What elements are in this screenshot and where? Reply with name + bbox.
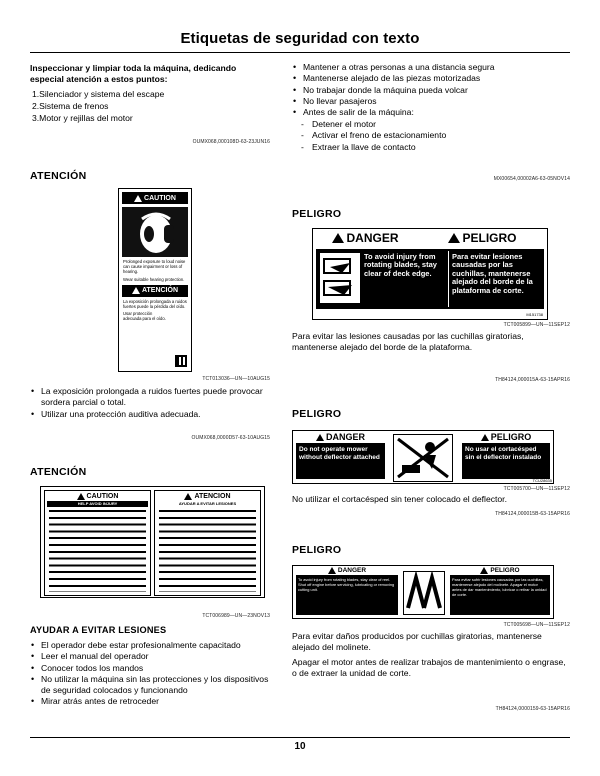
peligro-word: PELIGRO: [418, 229, 547, 247]
body-paragraph: Apagar el motor antes de realizar trabajos de mantenimiento o engrase, o de extraer la unidad de corte.: [292, 657, 566, 678]
danger-panel: [316, 249, 544, 309]
section-heading: ATENCIÓN: [30, 466, 87, 478]
list-item: • La exposición prolongada a ruidos fuertes puede provocar sordera parcial o total.: [30, 386, 270, 409]
page-title: Etiquetas de seguridad con texto: [180, 30, 420, 47]
section-heading: ATENCIÓN: [30, 170, 87, 182]
deck-edge-danger-label: [312, 228, 548, 320]
blade-hazard-icon: [320, 253, 360, 303]
peligro-word: PELIGRO: [459, 431, 553, 443]
caution-label-text-2: Wear suitable hearing protection.: [123, 276, 185, 282]
body-paragraph: Para evitar daños producidos por cuchillas giratorias, mantenerse alejado del molinete.: [292, 631, 542, 652]
list-item: 1.Silenciador y sistema del escape: [32, 89, 165, 99]
title-divider: [30, 52, 570, 53]
hearing-bullets: [30, 386, 270, 420]
warning-triangle-icon: [481, 434, 489, 441]
reference-code: MX00654,00002A6-63-05NOV14: [493, 176, 570, 182]
list-item: • Mirar atrás antes de retroceder: [30, 696, 274, 707]
list-item: • Mantenerse alejado de las piezas motorizadas: [292, 73, 570, 84]
list-item: - Activar el freno de estacionamiento: [292, 130, 570, 141]
list-item: • Mantener a otras personas a una distancia segura: [292, 62, 570, 73]
image-reference: TCT005899—UN—11SEP12: [503, 322, 570, 328]
caution-panel-en: CAUTION HELP AVOID INJURY: [44, 490, 151, 596]
section-heading: PELIGRO: [292, 208, 342, 220]
hearing-caution-label: [118, 188, 192, 372]
injury-bullets: [30, 640, 274, 708]
safety-bullets: [292, 62, 570, 118]
list-item: • Conocer todos los mandos: [30, 663, 274, 674]
caution-subtitle: HELP AVOID INJURY: [47, 501, 148, 507]
deflector-hazard-icon: [393, 434, 453, 482]
warning-triangle-icon: [316, 434, 324, 441]
reference-code: TH84124,0000159-63-15APR16: [495, 706, 570, 712]
body-paragraph: No utilizar el cortacésped sin tener colocado el deflector.: [292, 494, 507, 504]
warning-triangle-icon: [134, 195, 142, 202]
reference-code: OUMX068,000108D-63-23JUN16: [192, 139, 270, 145]
warning-triangle-icon: [448, 233, 460, 243]
qr-code-icon: [175, 355, 187, 367]
atencion-label-text: La exposición prolongada a ruidos fuertes puede la pérdida del oído.: [123, 298, 187, 310]
exit-steps: [292, 119, 570, 153]
danger-word: DANGER: [293, 566, 401, 575]
image-reference: TCT005698—UN—11SEP12: [503, 622, 570, 628]
caution-banner: CAUTION: [122, 192, 188, 204]
warning-triangle-icon: [77, 493, 85, 500]
caution-label-text: Prolonged exposure to loud noise can cause impairment or loss of hearing.: [123, 259, 186, 275]
deflector-danger-label: [292, 430, 554, 484]
warning-triangle-icon: [328, 567, 336, 574]
footer-divider: [30, 737, 570, 738]
danger-text-es: Para evitar sufrir lesiones causadas por las cuchillas, mantenerse alejado del molinete. Apagar el motor antes de dar mantenimiento, lubricar o retirar la unidad de corte.: [450, 575, 550, 615]
list-item: 3.Motor y rejillas del motor: [32, 113, 133, 123]
danger-text-es: Para evitar lesiones causadas por las cuchillas, mantenerse alejado del borde de la plataforma de corte.: [452, 252, 533, 295]
body-paragraph: Para evitar las lesiones causadas por las cuchillas giratorias, mantenerse alejado del borde de la plataforma.: [292, 331, 524, 352]
section-heading: PELIGRO: [292, 544, 342, 556]
label-code: TCU28635: [532, 478, 552, 483]
list-item: • Leer el manual del operador: [30, 651, 274, 662]
reel-hazard-icon: [403, 571, 445, 615]
label-code: M151738: [526, 312, 543, 317]
danger-word: DANGER: [293, 431, 388, 443]
caution-text-lines: [49, 510, 146, 592]
list-item: • El operador debe estar profesionalmente capacitado: [30, 640, 274, 651]
section-heading: PELIGRO: [292, 408, 342, 420]
peligro-word: PELIGRO: [447, 566, 553, 575]
danger-text-es: No usar el cortacésped sin el deflector instalado: [462, 443, 550, 479]
warning-triangle-icon: [332, 233, 344, 243]
page-number: 10: [294, 741, 306, 752]
section-subheading: AYUDAR A EVITAR LESIONES: [30, 625, 167, 635]
inspect-list: [32, 88, 164, 124]
warning-triangle-icon: [132, 287, 140, 294]
danger-text-en: To avoid injury from rotating blades, stay clear of reel. Shut off engine before servicing, lubricating or removing cutting unit.: [296, 575, 398, 615]
atencion-label-text-2: Usar protección adecuada para el oído.: [123, 311, 166, 322]
danger-text-en: Do not operate mower without deflector attached: [296, 443, 385, 479]
atencion-subtitle: AYUDAR A EVITAR LESIONES: [178, 501, 237, 506]
image-reference: TCT006989—UN—23NOV13: [202, 613, 270, 619]
reference-code: TH84124,000015B-63-15APR16: [495, 511, 570, 517]
warning-triangle-icon: [184, 493, 192, 500]
atencion-text-lines: [159, 510, 256, 592]
list-item: • No llevar pasajeros: [292, 96, 570, 107]
danger-text-en: To avoid injury from rotating blades, stay clear of deck edge.: [364, 252, 437, 278]
reel-danger-label: [292, 565, 554, 619]
reference-code: TH84124,000015A-63-15APR16: [495, 377, 570, 383]
caution-panel-es: ATENCION AYUDAR A EVITAR LESIONES: [154, 490, 261, 596]
list-item: • Antes de salir de la máquina:: [292, 107, 570, 118]
operator-caution-label: [40, 486, 265, 598]
list-item: - Detener el motor: [292, 119, 570, 130]
list-item: • No trabajar donde la máquina pueda volcar: [292, 85, 570, 96]
list-item: 2.Sistema de frenos: [32, 101, 109, 111]
atencion-banner: ATENCIÓN: [122, 285, 188, 297]
list-item: - Extraer la llave de contacto: [292, 142, 570, 153]
image-reference: TCT005700—UN—11SEP12: [503, 486, 570, 492]
warning-triangle-icon: [480, 567, 488, 574]
ear-protection-icon: [122, 207, 188, 257]
inspect-lead: Inspeccionar y limpiar toda la máquina, dedicando especial atención a estos puntos:: [30, 63, 237, 84]
danger-word: DANGER: [313, 229, 418, 247]
reference-code: OUMX068,0000D57-63-10AUG15: [191, 435, 270, 441]
image-reference: TCT013036—UN—10AUG15: [202, 376, 270, 382]
list-item: • Utilizar una protección auditiva adecuada.: [30, 409, 270, 420]
list-item: • No utilizar la máquina sin las protecciones y los dispositivos de seguridad colocados y funcionando: [30, 674, 274, 697]
